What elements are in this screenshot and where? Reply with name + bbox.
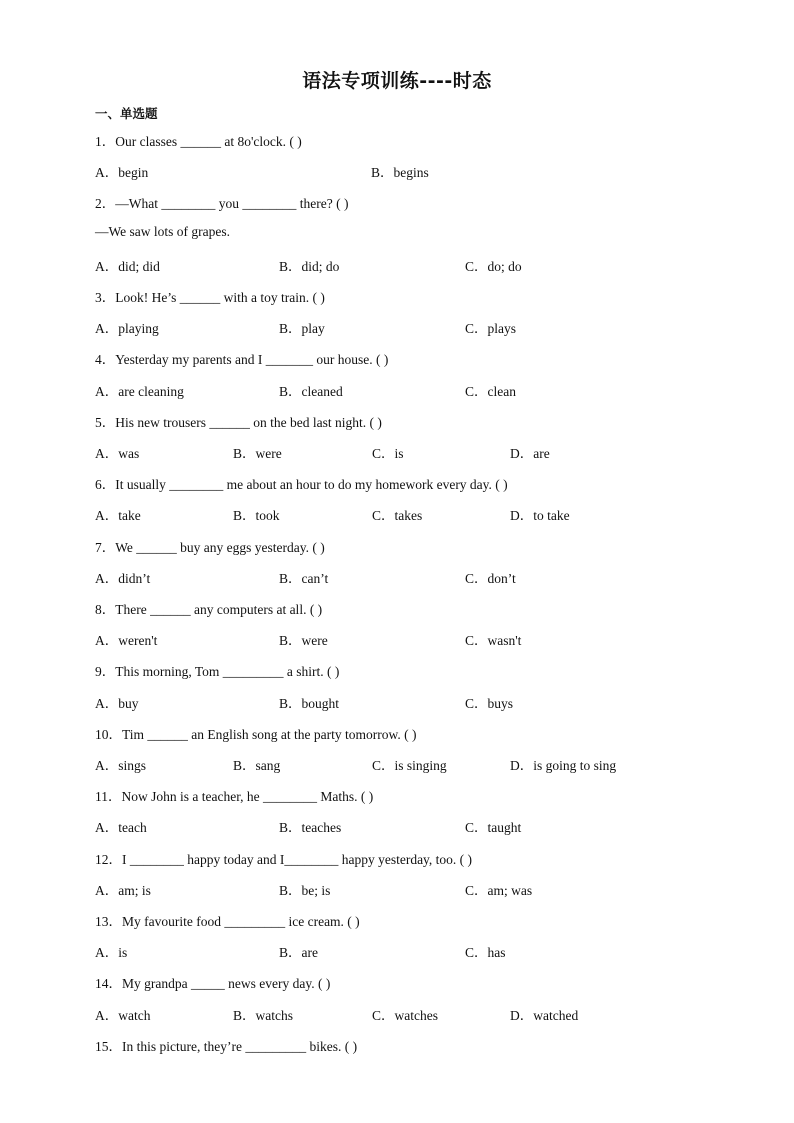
answer-option[interactable]: C．taught: [465, 820, 522, 835]
answer-option[interactable]: B．begins: [371, 165, 429, 180]
options-row: [95, 504, 715, 522]
options-row: [95, 1004, 715, 1022]
answer-option[interactable]: C．is singing: [372, 758, 447, 773]
question-stem: 9．This morning, Tom _________ a shirt. ( ): [95, 664, 340, 679]
answer-option[interactable]: C．am; was: [465, 883, 533, 898]
question-stem: 2．—What ________ you ________ there? ( ): [95, 196, 349, 211]
options-row: [95, 941, 715, 959]
answer-option[interactable]: C．watches: [372, 1008, 438, 1023]
answer-option[interactable]: B．did; do: [279, 259, 340, 274]
options-row: [95, 816, 715, 834]
answer-option[interactable]: C．clean: [465, 384, 516, 399]
answer-option[interactable]: A．are cleaning: [95, 384, 184, 399]
answer-option[interactable]: C．takes: [372, 508, 423, 523]
answer-option[interactable]: C．wasn't: [465, 633, 522, 648]
answer-option[interactable]: C．plays: [465, 321, 517, 336]
options-row: [95, 255, 715, 273]
options-row: [95, 380, 715, 398]
answer-option[interactable]: D．to take: [510, 508, 570, 523]
answer-option[interactable]: B．play: [279, 321, 325, 336]
answer-option[interactable]: A．was: [95, 446, 140, 461]
answer-option[interactable]: A．weren't: [95, 633, 158, 648]
question-stem: 11．Now John is a teacher, he ________ Maths. ( ): [95, 789, 374, 804]
answer-option[interactable]: D．watched: [510, 1008, 579, 1023]
options-row: [95, 567, 715, 585]
options-row: [95, 879, 715, 897]
answer-option[interactable]: A．begin: [95, 165, 149, 180]
question-stem: 10．Tim ______ an English song at the party tomorrow. ( ): [95, 727, 417, 742]
answer-option[interactable]: A．am; is: [95, 883, 151, 898]
answer-option[interactable]: A．playing: [95, 321, 159, 336]
answer-option[interactable]: C．don’t: [465, 571, 516, 586]
page-title: 语法专项训练----时态: [302, 70, 492, 92]
question-stem: 14．My grandpa _____ news every day. ( ): [95, 976, 331, 991]
answer-option[interactable]: A．is: [95, 945, 128, 960]
options-row: [95, 692, 715, 710]
answer-option[interactable]: A．watch: [95, 1008, 151, 1023]
answer-option[interactable]: A．take: [95, 508, 141, 523]
options-row: [95, 629, 715, 647]
answer-option[interactable]: C．is: [372, 446, 404, 461]
question-context: —We saw lots of grapes.: [95, 224, 231, 239]
answer-option[interactable]: A．teach: [95, 820, 147, 835]
question-stem: 12．I ________ happy today and I________ happy yesterday, too. ( ): [95, 852, 473, 867]
answer-option[interactable]: B．took: [233, 508, 280, 523]
answer-option[interactable]: C．buys: [465, 696, 514, 711]
answer-option[interactable]: B．teaches: [279, 820, 342, 835]
question-stem: 8．There ______ any computers at all. ( ): [95, 602, 323, 617]
options-row: [95, 754, 715, 772]
answer-option[interactable]: B．are: [279, 945, 318, 960]
options-row: [95, 161, 715, 179]
question-stem: 4．Yesterday my parents and I _______ our house. ( ): [95, 352, 389, 367]
section-heading: 一、单选题: [95, 106, 158, 121]
question-stem: 13．My favourite food _________ ice cream. ( ): [95, 914, 360, 929]
question-stem: 6．It usually ________ me about an hour to do my homework every day. ( ): [95, 477, 508, 492]
answer-option[interactable]: A．buy: [95, 696, 139, 711]
answer-option[interactable]: B．can’t: [279, 571, 329, 586]
answer-option[interactable]: D．is going to sing: [510, 758, 617, 773]
answer-option[interactable]: A．sings: [95, 758, 147, 773]
answer-option[interactable]: B．sang: [233, 758, 281, 773]
question-stem: 5．His new trousers ______ on the bed last night. ( ): [95, 415, 382, 430]
answer-option[interactable]: B．were: [233, 446, 282, 461]
answer-option[interactable]: C．do; do: [465, 259, 522, 274]
options-row: [95, 442, 715, 460]
answer-option[interactable]: B．cleaned: [279, 384, 343, 399]
options-row: [95, 317, 715, 335]
question-stem: 1．Our classes ______ at 8o'clock. ( ): [95, 134, 302, 149]
question-stem: 7．We ______ buy any eggs yesterday. ( ): [95, 540, 325, 555]
answer-option[interactable]: B．bought: [279, 696, 340, 711]
answer-option[interactable]: B．watchs: [233, 1008, 293, 1023]
answer-option[interactable]: C．has: [465, 945, 506, 960]
answer-option[interactable]: A．didn’t: [95, 571, 151, 586]
answer-option[interactable]: B．be; is: [279, 883, 331, 898]
answer-option[interactable]: B．were: [279, 633, 328, 648]
answer-option[interactable]: D．are: [510, 446, 550, 461]
answer-option[interactable]: A．did; did: [95, 259, 160, 274]
question-stem: 3．Look! He’s ______ with a toy train. ( ): [95, 290, 325, 305]
question-stem: 15．In this picture, they’re _________ bikes. ( ): [95, 1039, 358, 1054]
